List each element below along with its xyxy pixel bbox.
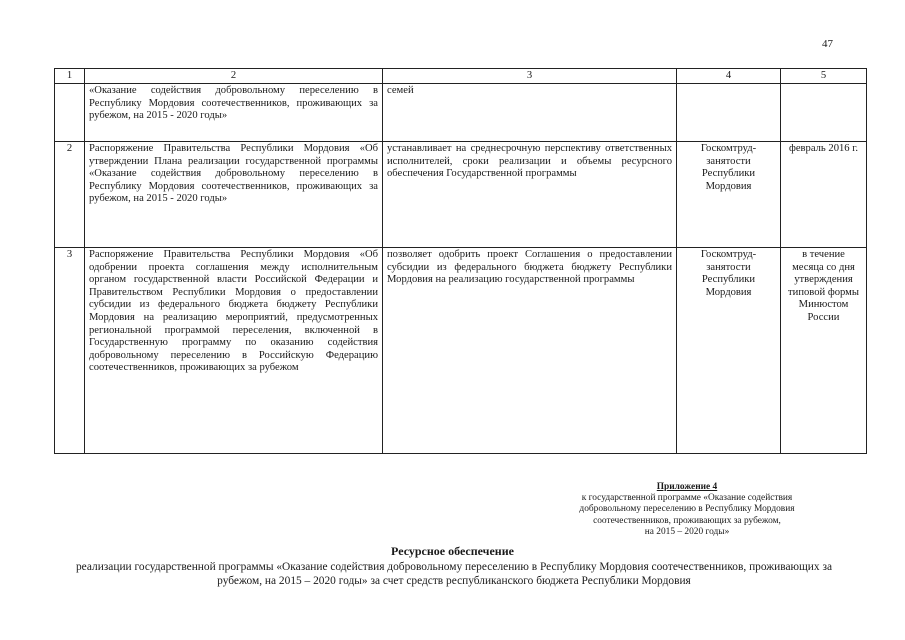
section-subtitle: реализации государственной программы «Оказание содействия добровольному переселению в Республику Мордовия соотечественников, проживающих за рубежом, на 2015 – 2020 годы» за счет средств республиканского бюджета Республики Мордовия (75, 561, 833, 587)
appendix-line: на 2015 – 2020 годы» (644, 526, 730, 537)
column-header: 5 (781, 69, 867, 84)
document-cell: «Оказание содействия добровольному переселению в Республику Мордовия соотечественников, проживающих за рубежом, на 2015 - 2020 годы» (85, 84, 383, 142)
document-cell: Распоряжение Правительства Республики Мордовия «Об одобрении проекта соглашения между исполнительным органом государственной власти Российской Федерации и Правительством Республики Мордовия о предоставлении субсидии из федерального бюджета бюджету Республики Мордовия на реализацию мероприятий, предусмотренных региональной программой переселения, включенной в Государственную программу по оказанию содействия добровольному переселению в Российскую Федерацию соотечественников, проживающих за рубежом (85, 248, 383, 454)
column-header: 2 (85, 69, 383, 84)
deadline-cell: в течение месяца со дня утверждения типовой формы Минюстом России (781, 248, 867, 454)
document-cell: Распоряжение Правительства Республики Мордовия «Об утверждении Плана реализации государственной программы «Оказание содействия добровольному переселению в Республику Мордовия соотечественников, проживающих за рубежом, на 2015 - 2020 годы» (85, 142, 383, 248)
table-row (55, 248, 867, 454)
appendix-line: к государственной программе «Оказание содействия (581, 493, 793, 504)
executor-cell (677, 84, 781, 142)
column-header: 3 (383, 69, 677, 84)
appendix-line: добровольному переселению в Республику Мордовия (579, 504, 795, 515)
deadline-cell (781, 84, 867, 142)
row-number (55, 84, 85, 142)
executor-cell: Госкомтруд-занятости Республики Мордовия (677, 248, 781, 454)
section-title: Ресурсное обеспечение (391, 544, 514, 558)
appendix-block (556, 482, 818, 538)
purpose-cell: семей (383, 84, 677, 142)
page-number: 47 (822, 38, 833, 50)
deadline-cell: февраль 2016 г. (781, 142, 867, 248)
purpose-cell: позволяет одобрить проект Соглашения о предоставлении субсидии из федерального бюджета бюджету Республики Мордовия на реализацию государственной программы (383, 248, 677, 454)
column-header: 4 (677, 69, 781, 84)
measures-table (54, 68, 867, 454)
purpose-cell: устанавливает на среднесрочную перспективу ответственных исполнителей, сроки реализации и объемы ресурсного обеспечения Государственной программы (383, 142, 677, 248)
table-row (55, 142, 867, 248)
row-number: 2 (55, 142, 85, 248)
table-row (55, 84, 867, 142)
column-header: 1 (55, 69, 85, 84)
executor-cell: Госкомтруд-занятости Республики Мордовия (677, 142, 781, 248)
table-header-row (55, 69, 867, 84)
row-number: 3 (55, 248, 85, 454)
appendix-title: Приложение 4 (656, 482, 718, 492)
appendix-line: соотечественников, проживающих за рубежом, (593, 515, 781, 526)
